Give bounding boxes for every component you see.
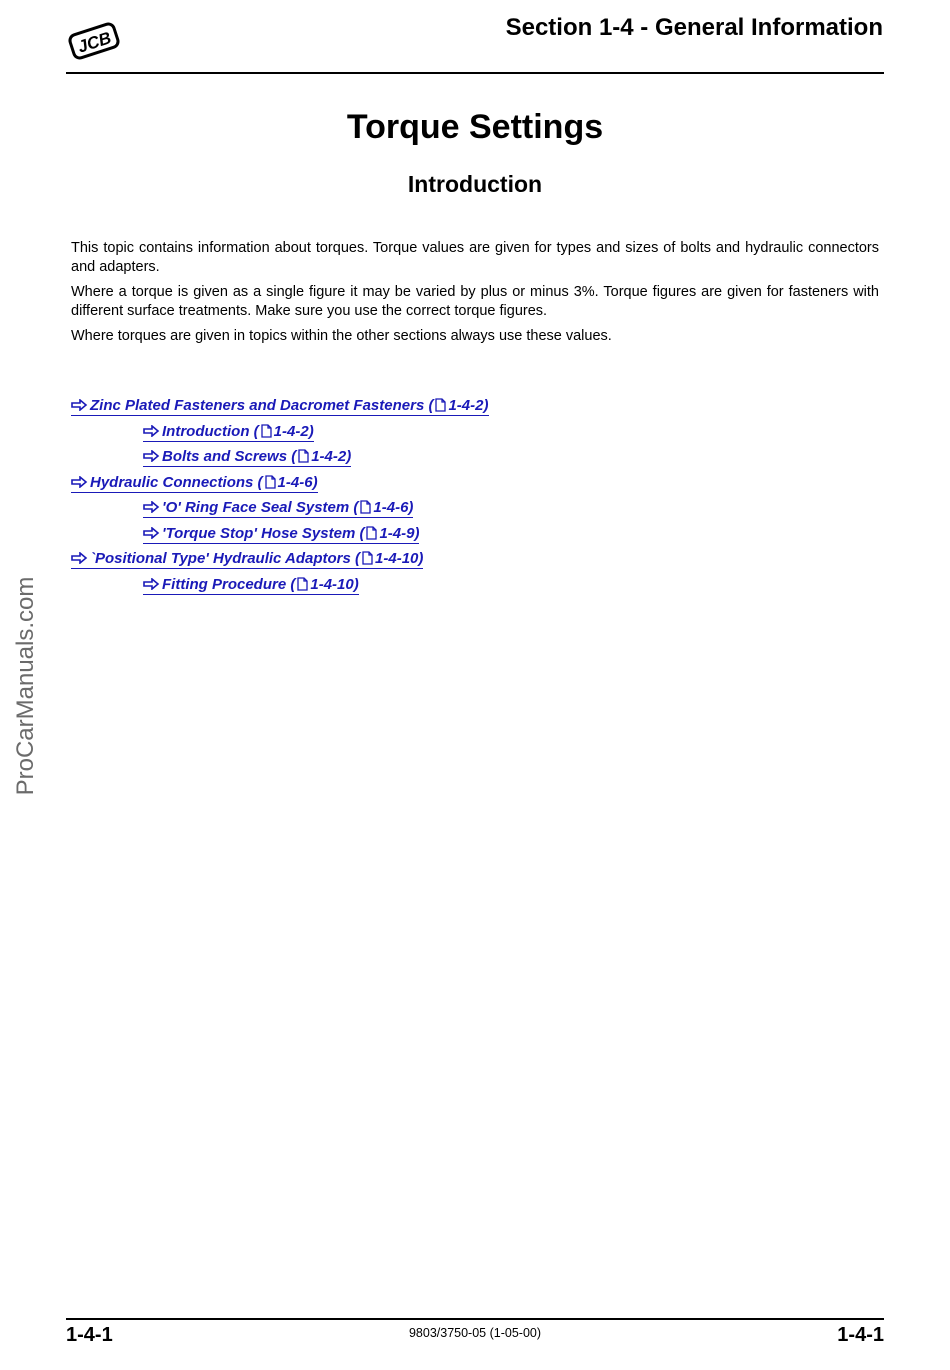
toc-page-ref: 1-4-10 [310, 575, 354, 593]
page-icon [297, 577, 308, 591]
arrow-right-icon [143, 527, 160, 539]
section-title: Section 1-4 - General Information [505, 14, 883, 41]
svg-text:JCB: JCB [75, 28, 114, 57]
arrow-right-icon [71, 552, 88, 564]
page-icon [360, 500, 371, 514]
toc-page-ref: 1-4-2 [448, 397, 484, 414]
footer-doc-ref: 9803/3750-05 (1-05-00) [408, 1326, 542, 1340]
toc-link-label: 'O' Ring Face Seal System [162, 499, 350, 516]
arrow-right-icon [143, 425, 160, 437]
arrow-right-icon [143, 501, 160, 513]
header-divider [66, 72, 884, 74]
page-icon [265, 475, 276, 489]
toc-link-label: Hydraulic Connections [90, 473, 254, 491]
toc-link-hydraulic-connections[interactable]: Hydraulic Connections ( 1-4-6) [71, 472, 771, 498]
toc-link-zinc-plated-fasteners[interactable]: Zinc Plated Fasteners and Dacromet Fasteners ( 1-4-2) [71, 395, 771, 421]
toc-link-label: Zinc Plated Fasteners and Dacromet Fasteners [90, 397, 425, 414]
toc-link-label: `Positional Type' Hydraulic Adaptors [90, 550, 351, 567]
toc-link-torque-stop-hose-system[interactable]: 'Torque Stop' Hose System ( 1-4-9) [71, 523, 771, 549]
toc-page-ref: 1-4-6 [373, 499, 409, 516]
arrow-right-icon [71, 399, 88, 411]
intro-paragraph: Where torques are given in topics within the other sections always use these values. [71, 328, 612, 344]
arrow-right-icon [143, 450, 160, 462]
intro-paragraph: Where a torque is given as a single figure it may be varied by plus or minus 3%. Torque figures are given for fasteners with different surface treatments. Make sure you use the correct torque figures. [71, 284, 879, 319]
toc-link-introduction[interactable]: Introduction ( 1-4-2) [71, 421, 771, 447]
toc-link-label: Introduction [162, 422, 250, 440]
toc-link-o-ring-face-seal-system[interactable]: 'O' Ring Face Seal System ( 1-4-6) [71, 497, 771, 523]
toc-link-fitting-procedure[interactable]: Fitting Procedure ( 1-4-10) [71, 574, 771, 600]
page-subtitle: Introduction [407, 171, 543, 197]
watermark: ProCarManuals.com [12, 576, 39, 796]
toc-page-ref: 1-4-2 [273, 422, 309, 440]
toc-page-ref: 1-4-9 [379, 524, 415, 542]
footer-page-number-right: 1-4-1 [837, 1324, 884, 1346]
toc-page-ref: 1-4-2 [311, 448, 347, 465]
intro-paragraph: This topic contains information about torques. Torque values are given for types and sizes of bolts and hydraulic connectors and adapters. [71, 240, 879, 275]
intro-text [71, 239, 879, 352]
toc-page-ref: 1-4-10 [375, 550, 419, 567]
toc-links [71, 395, 771, 599]
page-icon [435, 398, 446, 412]
toc-page-ref: 1-4-6 [277, 473, 313, 491]
arrow-right-icon [143, 578, 160, 590]
page-icon [298, 449, 309, 463]
page-icon [362, 551, 373, 565]
footer-divider [66, 1318, 884, 1320]
arrow-right-icon [71, 476, 88, 488]
toc-link-positional-type-hydraulic-adaptors[interactable]: `Positional Type' Hydraulic Adaptors ( 1-4-10) [71, 548, 771, 574]
toc-link-label: Fitting Procedure [162, 575, 287, 593]
page-icon [366, 526, 377, 540]
toc-link-bolts-and-screws[interactable]: Bolts and Screws ( 1-4-2) [71, 446, 771, 472]
toc-link-label: 'Torque Stop' Hose System [162, 524, 356, 542]
jcb-logo [66, 17, 122, 65]
page-icon [261, 424, 272, 438]
page-title: Torque Settings [346, 108, 604, 146]
toc-link-label: Bolts and Screws [162, 448, 288, 465]
footer-page-number-left: 1-4-1 [66, 1324, 113, 1346]
